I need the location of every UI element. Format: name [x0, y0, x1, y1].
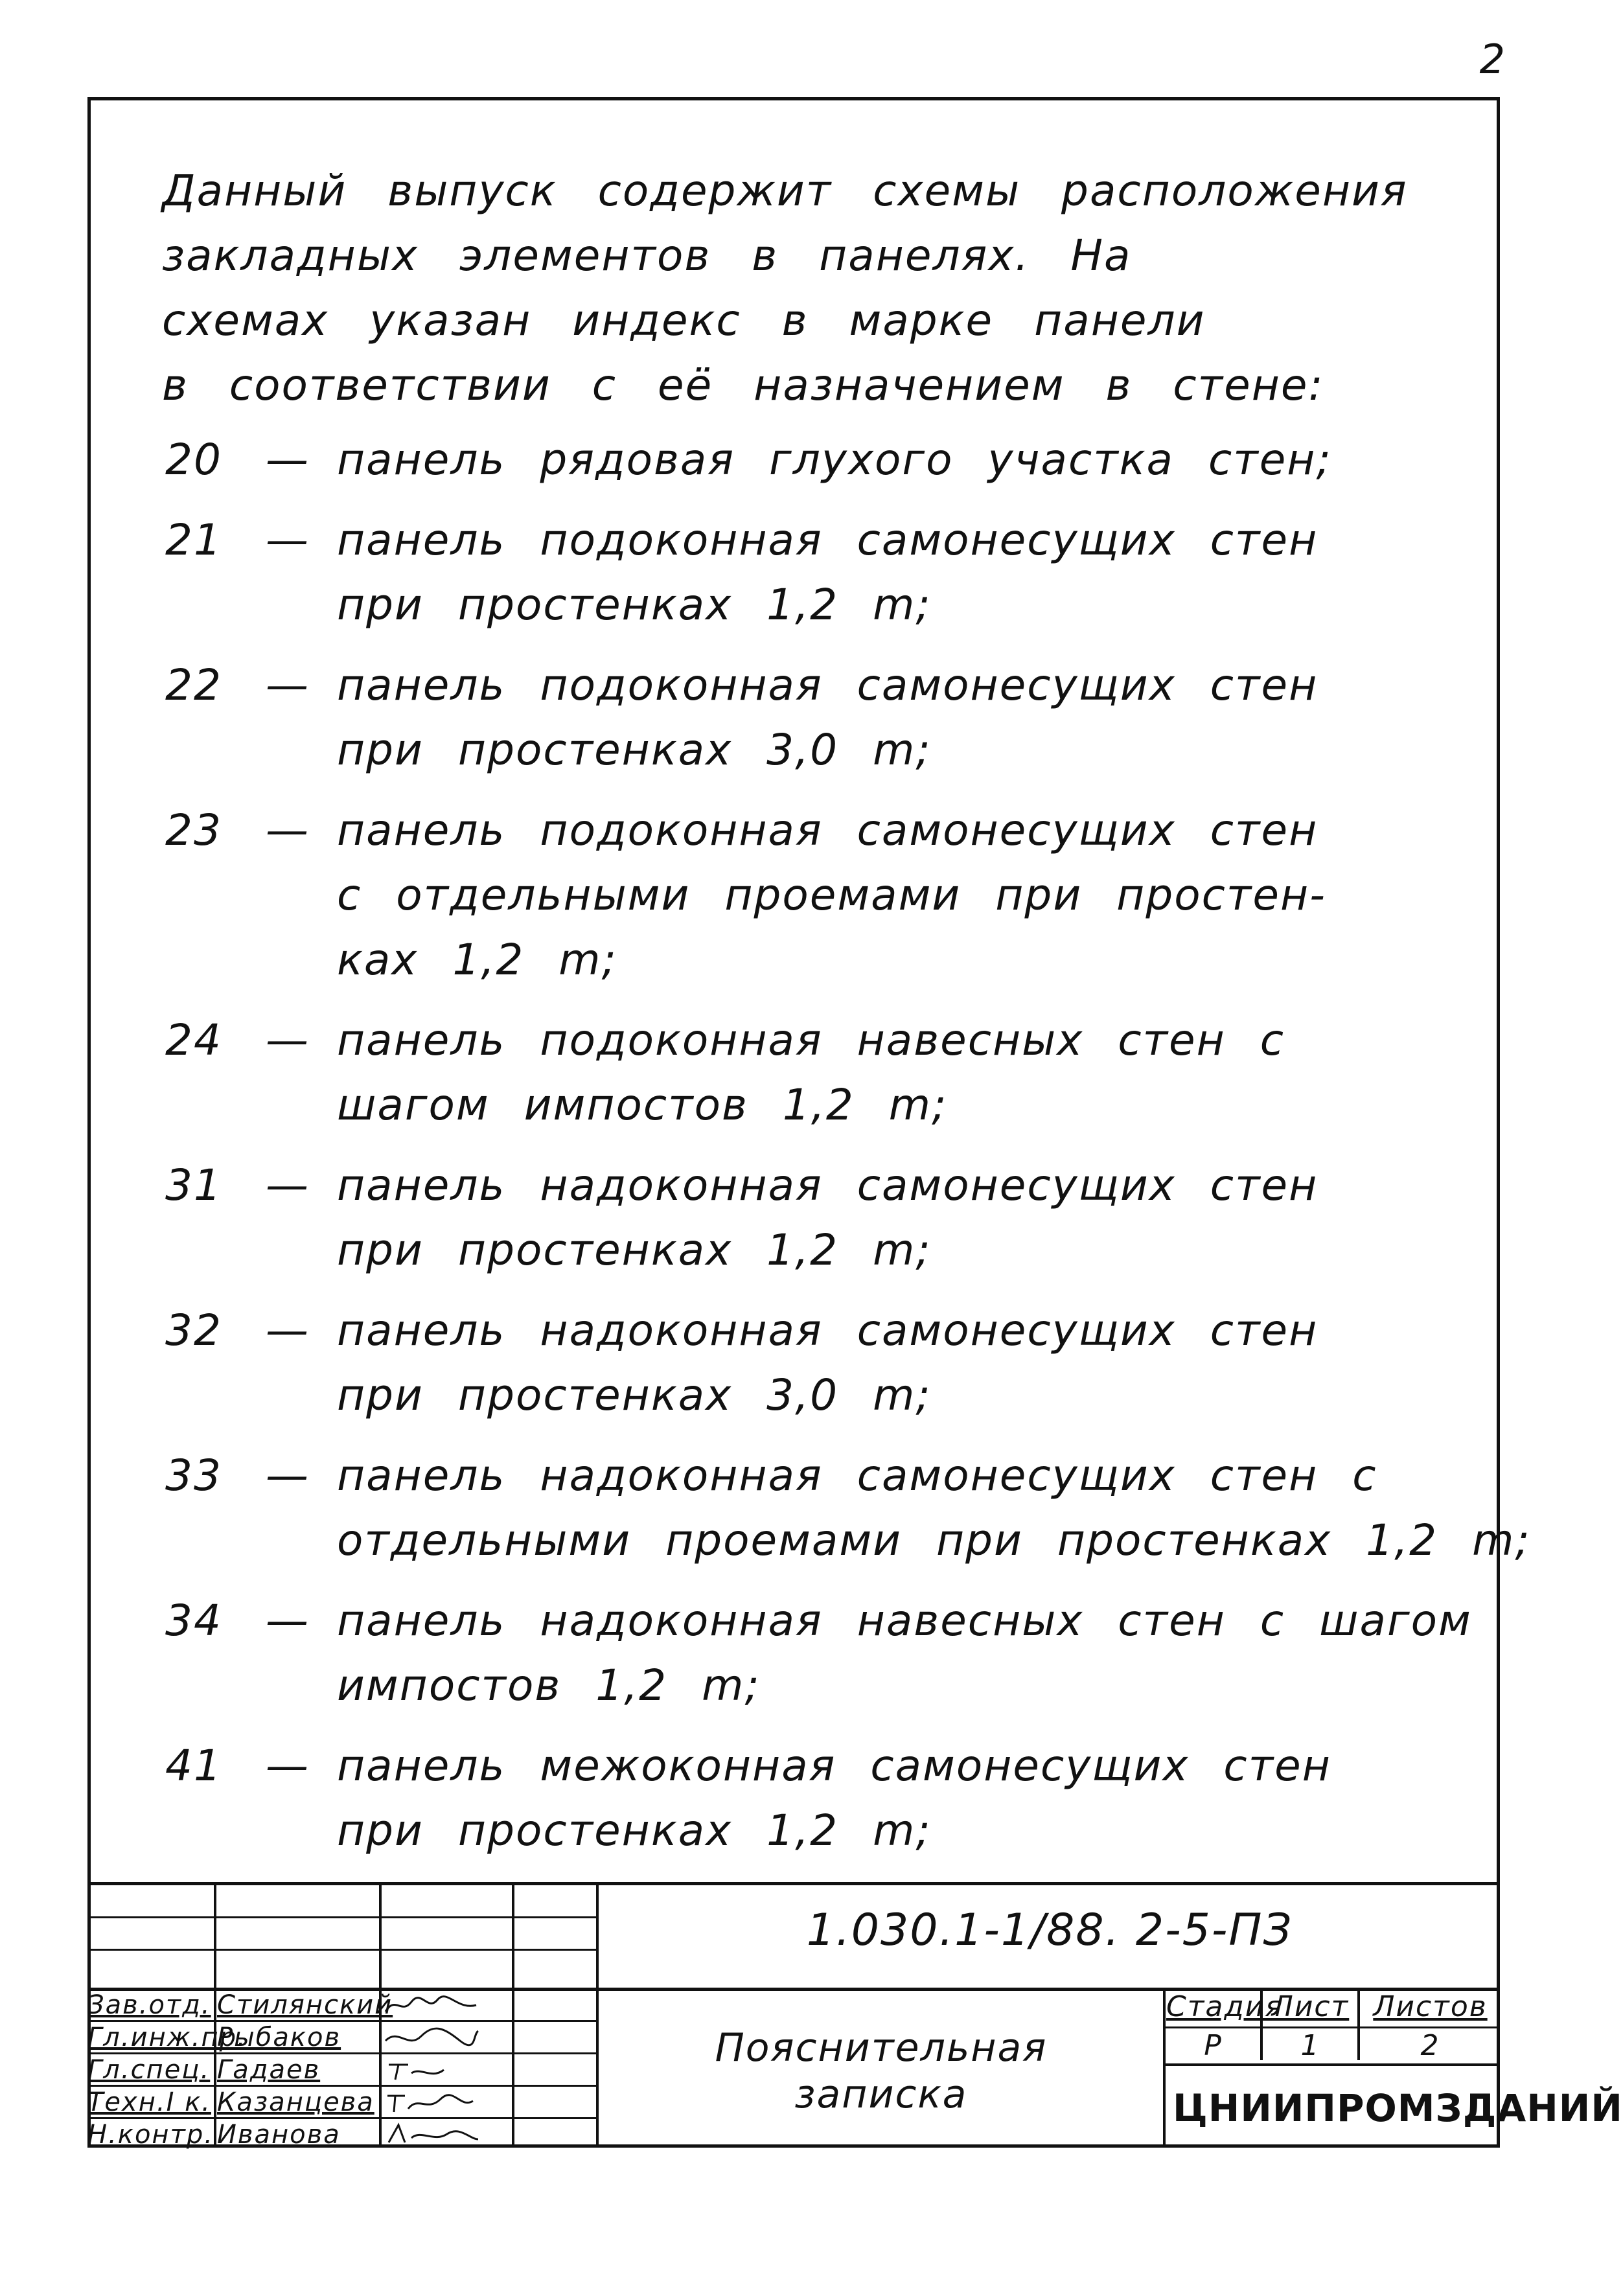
entry-index: 23 [165, 805, 222, 855]
person-name: Гадаев [217, 2055, 321, 2085]
person-name: Стилянский [217, 1990, 393, 2020]
entry-line: панель подоконная самонесущих стен [337, 515, 1318, 565]
entry-description [337, 508, 1474, 637]
role-label: Техн.I к. [87, 2087, 211, 2117]
stamp-row-line [87, 2117, 596, 2119]
entry-description [337, 1734, 1474, 1863]
role-label: Гл.инж.пр. [87, 2023, 247, 2052]
entry-dash: — [266, 805, 310, 855]
role-label: Зав.отд. [87, 1990, 211, 2020]
index-entry-23 [165, 798, 1474, 993]
entry-dash: — [266, 1305, 310, 1355]
entry-index: 31 [165, 1160, 222, 1210]
sheets-header: Листов [1373, 1990, 1488, 2023]
intro-paragraph [162, 159, 1484, 418]
document-title-line: Пояснительная [715, 2025, 1048, 2071]
entry-description [337, 1153, 1474, 1283]
stamp-divider [1163, 1988, 1166, 2148]
entry-line: панель межоконная самонесущих стен [337, 1741, 1331, 1791]
entry-index: 20 [165, 435, 222, 485]
stamp-divider [214, 1885, 216, 2148]
entry-dash: — [266, 1741, 310, 1791]
entry-index: 33 [165, 1451, 222, 1500]
index-entry-21 [165, 508, 1474, 637]
entry-line: панель подоконная навесных стен с [337, 1015, 1285, 1065]
role-label: Н.контр. [87, 2120, 214, 2150]
page-number: 2 [1479, 36, 1506, 83]
entry-line: импостов 1,2 m; [337, 1660, 761, 1710]
entry-dash: — [266, 1451, 310, 1500]
title-block [87, 1882, 1623, 2150]
index-entry-22 [165, 653, 1474, 783]
entry-index: 32 [165, 1305, 222, 1355]
entry-line: панель подоконная самонесущих стен [337, 805, 1318, 855]
entry-index: 34 [165, 1596, 222, 1646]
entry-description [337, 1443, 1531, 1573]
entry-line: панель надоконная самонесущих стен [337, 1160, 1318, 1210]
entry-line: при простенках 1,2 m; [337, 580, 932, 630]
entry-description [337, 428, 1474, 492]
index-entry-31 [165, 1153, 1474, 1283]
organization-name: ЦНИИПРОМЗДАНИЙ [1173, 2086, 1623, 2130]
entry-dash: — [266, 515, 310, 565]
signature-mark [382, 1992, 479, 2018]
entry-dash: — [266, 1596, 310, 1646]
stamp-row-line [87, 1916, 596, 1918]
stamp-row-line [87, 2052, 596, 2054]
stamp-row-line [1163, 2026, 1500, 2028]
entry-dash: — [266, 435, 310, 485]
index-entry-32 [165, 1298, 1474, 1428]
signature-mark [382, 2057, 479, 2083]
entry-line: панель рядовая глухого участка стен; [337, 435, 1332, 485]
entry-line: шагом импостов 1,2 m; [337, 1080, 948, 1130]
entry-description [337, 1589, 1474, 1718]
entry-description [337, 1008, 1474, 1138]
entry-dash: — [266, 660, 310, 710]
stage-header: Стадия [1166, 1990, 1283, 2023]
stamp-divider [512, 1885, 514, 2148]
entry-index: 21 [165, 515, 222, 565]
entry-index: 24 [165, 1015, 222, 1065]
entry-index: 22 [165, 660, 222, 710]
sheet-value: 1 [1300, 2029, 1320, 2062]
index-entry-24 [165, 1008, 1474, 1138]
entry-line: при простенках 1,2 m; [337, 1225, 932, 1275]
entry-index: 41 [165, 1741, 222, 1791]
entry-line: панель надоконная самонесущих стен с [337, 1451, 1377, 1500]
document-title-line: записка [794, 2072, 968, 2117]
stamp-row-line [87, 2085, 596, 2087]
entry-description [337, 653, 1474, 783]
role-label: Гл.спец. [87, 2055, 211, 2085]
entry-line: при простенках 3,0 m; [337, 725, 932, 775]
entry-line: отдельными проемами при простенках 1,2 m; [337, 1515, 1531, 1565]
document-code: 1.030.1-1/88. 2-5-ПЗ [806, 1905, 1293, 1956]
sheet-header: Лист [1271, 1990, 1350, 2023]
document-title [599, 2025, 1163, 2118]
entry-line: панель надоконная навесных стен с шагом [337, 1596, 1472, 1646]
entry-line: с отдельными проемами при простен- [337, 870, 1326, 920]
signature-mark [382, 2025, 479, 2050]
intro-line: в соответствии с её назначением в стене: [162, 360, 1324, 410]
sheets-value: 2 [1420, 2029, 1440, 2062]
entry-line: панель подоконная самонесущих стен [337, 660, 1318, 710]
intro-line: схемах указан индекс в марке панели [162, 295, 1206, 345]
stamp-row-line [1163, 2063, 1500, 2066]
index-entry-20 [165, 428, 1474, 492]
index-entry-34 [165, 1589, 1474, 1718]
entry-description [337, 1298, 1474, 1428]
index-entry-41 [165, 1734, 1474, 1863]
person-name: Казанцева [217, 2087, 374, 2117]
entry-description [337, 798, 1474, 993]
signature-mark [382, 2120, 479, 2146]
stamp-divider [1357, 1988, 1360, 2060]
signature-mark [382, 2089, 479, 2115]
stamp-row-line [87, 1949, 596, 1951]
intro-line: Данный выпуск содержит схемы расположения [162, 166, 1408, 216]
entry-dash: — [266, 1160, 310, 1210]
stamp-row-line [87, 2020, 596, 2022]
intro-line: закладных элементов в панелях. На [162, 231, 1132, 281]
entry-dash: — [266, 1015, 310, 1065]
entry-line: при простенках 1,2 m; [337, 1806, 932, 1855]
entry-line: при простенках 3,0 m; [337, 1370, 932, 1420]
index-entry-33 [165, 1443, 1531, 1573]
stage-value: Р [1204, 2029, 1223, 2062]
stamp-divider [596, 1885, 599, 2148]
person-name: Иванова [217, 2120, 341, 2150]
index-list [165, 428, 1531, 1879]
entry-line: ках 1,2 m; [337, 935, 617, 985]
person-name: Рыбаков [217, 2023, 341, 2052]
entry-line: панель надоконная самонесущих стен [337, 1305, 1318, 1355]
